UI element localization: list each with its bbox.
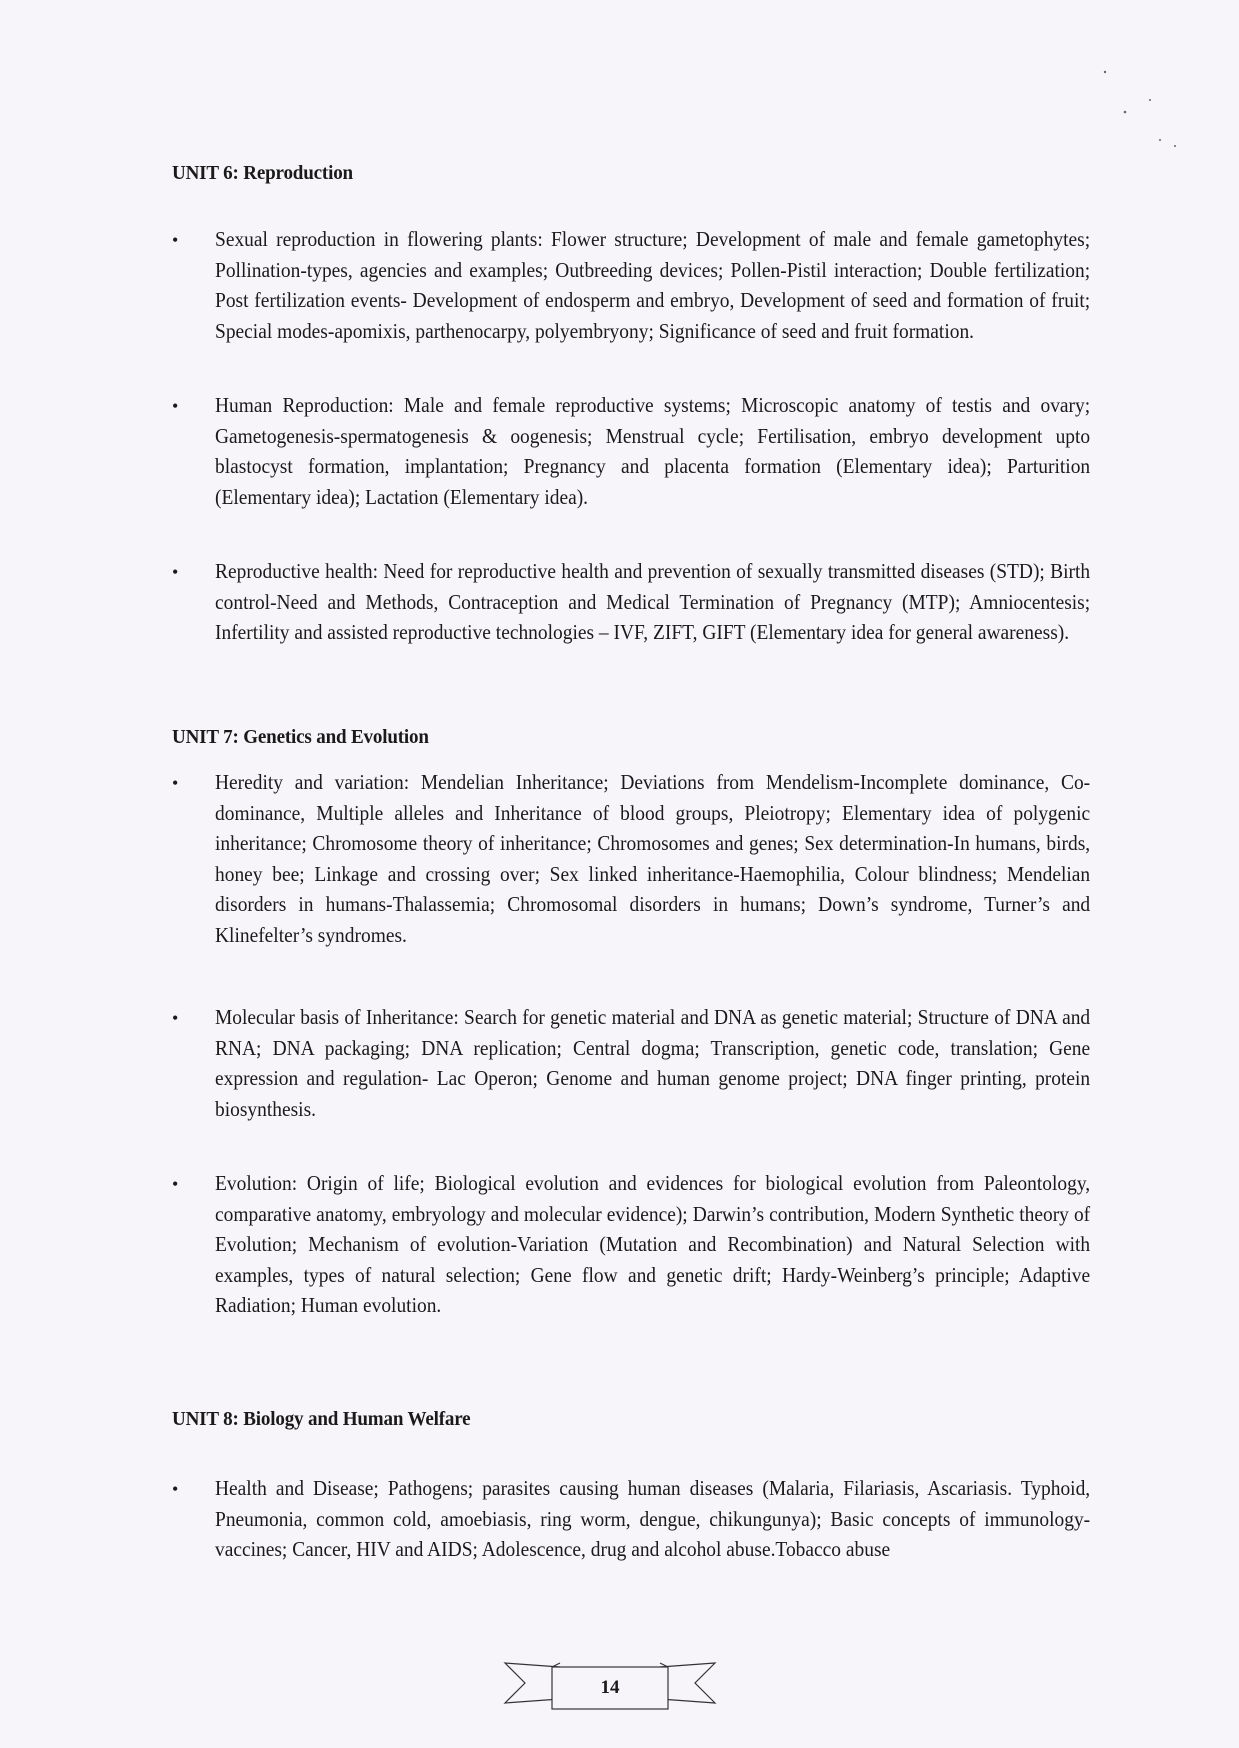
- unit-7-title: UNIT 7: Genetics and Evolution: [172, 726, 429, 748]
- list-item: [172, 1003, 1091, 1125]
- bullet-icon: •: [172, 230, 179, 250]
- scan-artifact-icon: [1100, 70, 1200, 150]
- list-item-text: Evolution: Origin of life; Biological evolution and evidences for biological evolution from Paleontology, comparative anatomy, embryology and molecular evidence); Darwin’s contribution, Modern Synthetic theory of Evolution; Mechanism of evolution-Variation (Mutation and Recombination) and Natural Selection with examples, types of natural selection; Gene flow and genetic drift; Hardy-Weinberg’s principle; Adaptive Radiation; Human evolution.: [215, 1172, 1091, 1318]
- bullet-icon: •: [172, 1008, 179, 1028]
- list-item-text: Heredity and variation: Mendelian Inheritance; Deviations from Mendelism-Incomplete dominance, Co-dominance, Multiple alleles and Inheritance of blood groups, Pleiotropy; Elementary idea of polygenic inheritance; Chromosome theory of inheritance; Chromosomes and genes; Sex determination-In humans, birds, honey bee; Linkage and crossing over; Sex linked inheritance-Haemophilia, Colour blindness; Mendelian disorders in humans-Thalassemia; Chromosomal disorders in humans; Down’s syndrome, Turner’s and Klinefelter’s syndromes.: [215, 771, 1091, 947]
- bullet-icon: •: [172, 1479, 179, 1499]
- unit-8-title: UNIT 8: Biology and Human Welfare: [172, 1408, 471, 1430]
- list-item-text: Sexual reproduction in flowering plants: Flower structure; Development of male and female gametophytes; Pollination-types, agencies and examples; Outbreeding devices; Pollen-Pistil interaction; Double fertilization; Post fertilization events- Development of endosperm and embryo, Development of seed and formation of fruit; Special modes-apomixis, parthenocarpy, polyembryony; Significance of seed and fruit formation.: [215, 228, 1091, 343]
- list-item: [172, 768, 1091, 952]
- bullet-icon: •: [172, 396, 179, 416]
- page-number-ribbon: [500, 1655, 720, 1715]
- list-item: [172, 391, 1091, 513]
- list-item: [172, 225, 1091, 347]
- list-item-text: Molecular basis of Inheritance: Search for genetic material and DNA as genetic material; Structure of DNA and RNA; DNA packaging; DNA replication; Central dogma; Transcription, genetic code, translation; Gene expression and regulation- Lac Operon; Genome and human genome project; DNA finger printing, protein biosynthesis.: [215, 1006, 1091, 1121]
- list-item-text: Human Reproduction: Male and female reproductive systems; Microscopic anatomy of testis and ovary; Gametogenesis-spermatogenesis & oogenesis; Menstrual cycle; Fertilisation, embryo development upto blastocyst formation, implantation; Pregnancy and placenta formation (Elementary idea); Parturition (Elementary idea); Lactation (Elementary idea).: [215, 394, 1091, 509]
- unit-6-title: UNIT 6: Reproduction: [172, 162, 353, 184]
- list-item: [172, 557, 1091, 649]
- list-item-text: Health and Disease; Pathogens; parasites causing human diseases (Malaria, Filariasis, Ascariasis. Typhoid, Pneumonia, common cold, amoebiasis, ring worm, dengue, chikungunya); Basic concepts of immunology-vaccines; Cancer, HIV and AIDS; Adolescence, drug and alcohol abuse.Tobacco abuse: [215, 1477, 1091, 1562]
- bullet-icon: •: [172, 562, 179, 582]
- page-number: 14: [600, 1677, 620, 1698]
- list-item: [172, 1474, 1091, 1566]
- list-item-text: Reproductive health: Need for reproductive health and prevention of sexually transmitted diseases (STD); Birth control-Need and Methods, Contraception and Medical Termination of Pregnancy (MTP); Amniocentesis; Infertility and assisted reproductive technologies – IVF, ZIFT, GIFT (Elementary idea for general awareness).: [215, 560, 1091, 645]
- list-item: [172, 1169, 1091, 1322]
- bullet-icon: •: [172, 1174, 179, 1194]
- bullet-icon: •: [172, 773, 179, 793]
